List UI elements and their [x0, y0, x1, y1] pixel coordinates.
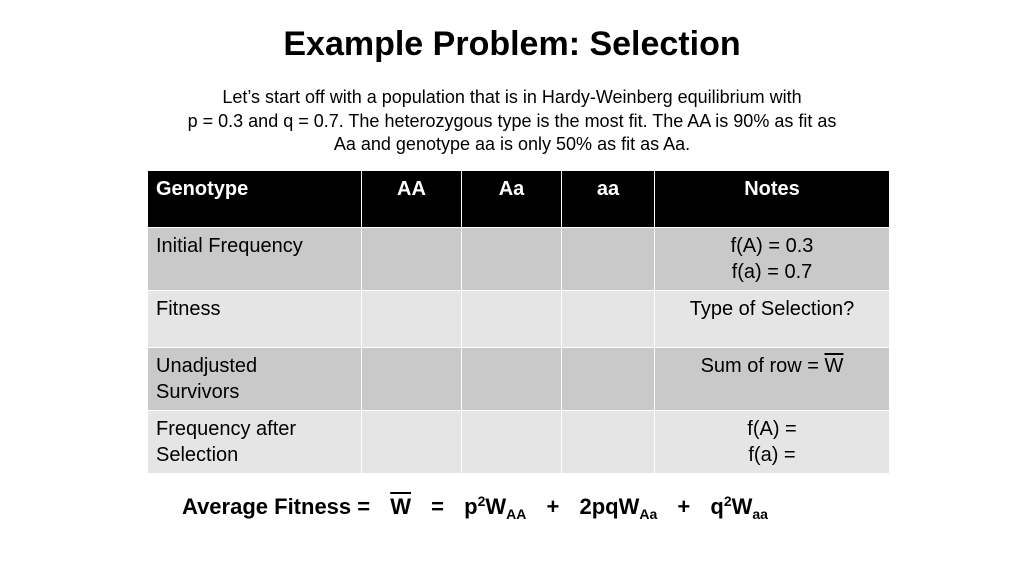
cell-AA[interactable]: [362, 411, 462, 474]
row-label-text: Survivors: [156, 381, 240, 403]
row-notes: [655, 411, 890, 474]
notes-line: Type of Selection?: [689, 298, 855, 320]
header-notes: Notes: [655, 171, 890, 228]
row-initial-frequency: [148, 228, 890, 291]
w-bar-symbol: $\overline{W}$: [824, 355, 844, 377]
term-p2-waa: $p^2W_{AA}$: [464, 493, 527, 522]
row-frequency-after-selection: [148, 411, 890, 474]
intro-line-1: Let’s start off with a population that is in Hardy-Weinberg equilibrium with: [222, 87, 802, 107]
row-label: [148, 411, 362, 474]
notes-line: f(A) =: [747, 418, 797, 440]
row-label: [148, 228, 362, 291]
row-notes: [655, 291, 890, 348]
cell-Aa[interactable]: [462, 348, 562, 411]
row-label: [148, 291, 362, 348]
term-q2-waa: $q^2W_{aa}$: [710, 493, 768, 522]
row-unadjusted-survivors: [148, 348, 890, 411]
cell-AA[interactable]: [362, 291, 462, 348]
cell-aa[interactable]: [562, 291, 655, 348]
intro-line-2: p = 0.3 and q = 0.7. The heterozygous type is the most fit. The AA is 90% as fit as: [187, 110, 837, 131]
row-label-text: Unadjusted: [156, 355, 258, 377]
intro-line-3: Aa and genotype aa is only 50% as fit as Aa.: [333, 134, 691, 154]
row-label-text: Initial Frequency: [156, 235, 303, 257]
average-fitness-formula: [182, 486, 768, 529]
formula-label: Average Fitness =: [182, 494, 371, 519]
cell-AA[interactable]: [362, 348, 462, 411]
header-row: [148, 171, 890, 228]
header-aa: aa: [562, 171, 655, 228]
notes-line: Sum of row =: [700, 355, 825, 377]
w-bar-symbol: $\overline{W}$: [390, 494, 411, 519]
term-2pq-waa: 2pqW$_{Aa}$: [579, 494, 658, 522]
header-AA: AA: [362, 171, 462, 228]
notes-line: f(A) = 0.3: [730, 235, 814, 257]
plus-sign: +: [546, 494, 560, 519]
row-label-text: Selection: [156, 444, 239, 466]
slide-title: Example Problem: Selection: [283, 25, 741, 63]
cell-Aa[interactable]: [462, 291, 562, 348]
header-Aa: Aa: [462, 171, 562, 228]
row-notes: [655, 228, 890, 291]
row-fitness: [148, 291, 890, 348]
problem-statement: [140, 86, 884, 157]
equals-sign: =: [431, 494, 444, 519]
row-label-text: Frequency after: [156, 418, 297, 440]
notes-line: f(a) =: [748, 444, 796, 466]
notes-line: f(a) = 0.7: [731, 261, 813, 283]
row-label-text: Fitness: [156, 298, 221, 320]
cell-Aa[interactable]: [462, 411, 562, 474]
row-notes: [655, 348, 890, 411]
row-label: [148, 348, 362, 411]
cell-aa[interactable]: [562, 348, 655, 411]
plus-sign: +: [677, 494, 691, 519]
cell-Aa[interactable]: [462, 228, 562, 291]
cell-AA[interactable]: [362, 228, 462, 291]
header-genotype: Genotype: [148, 171, 362, 228]
cell-aa[interactable]: [562, 411, 655, 474]
cell-aa[interactable]: [562, 228, 655, 291]
selection-table: [147, 170, 890, 474]
